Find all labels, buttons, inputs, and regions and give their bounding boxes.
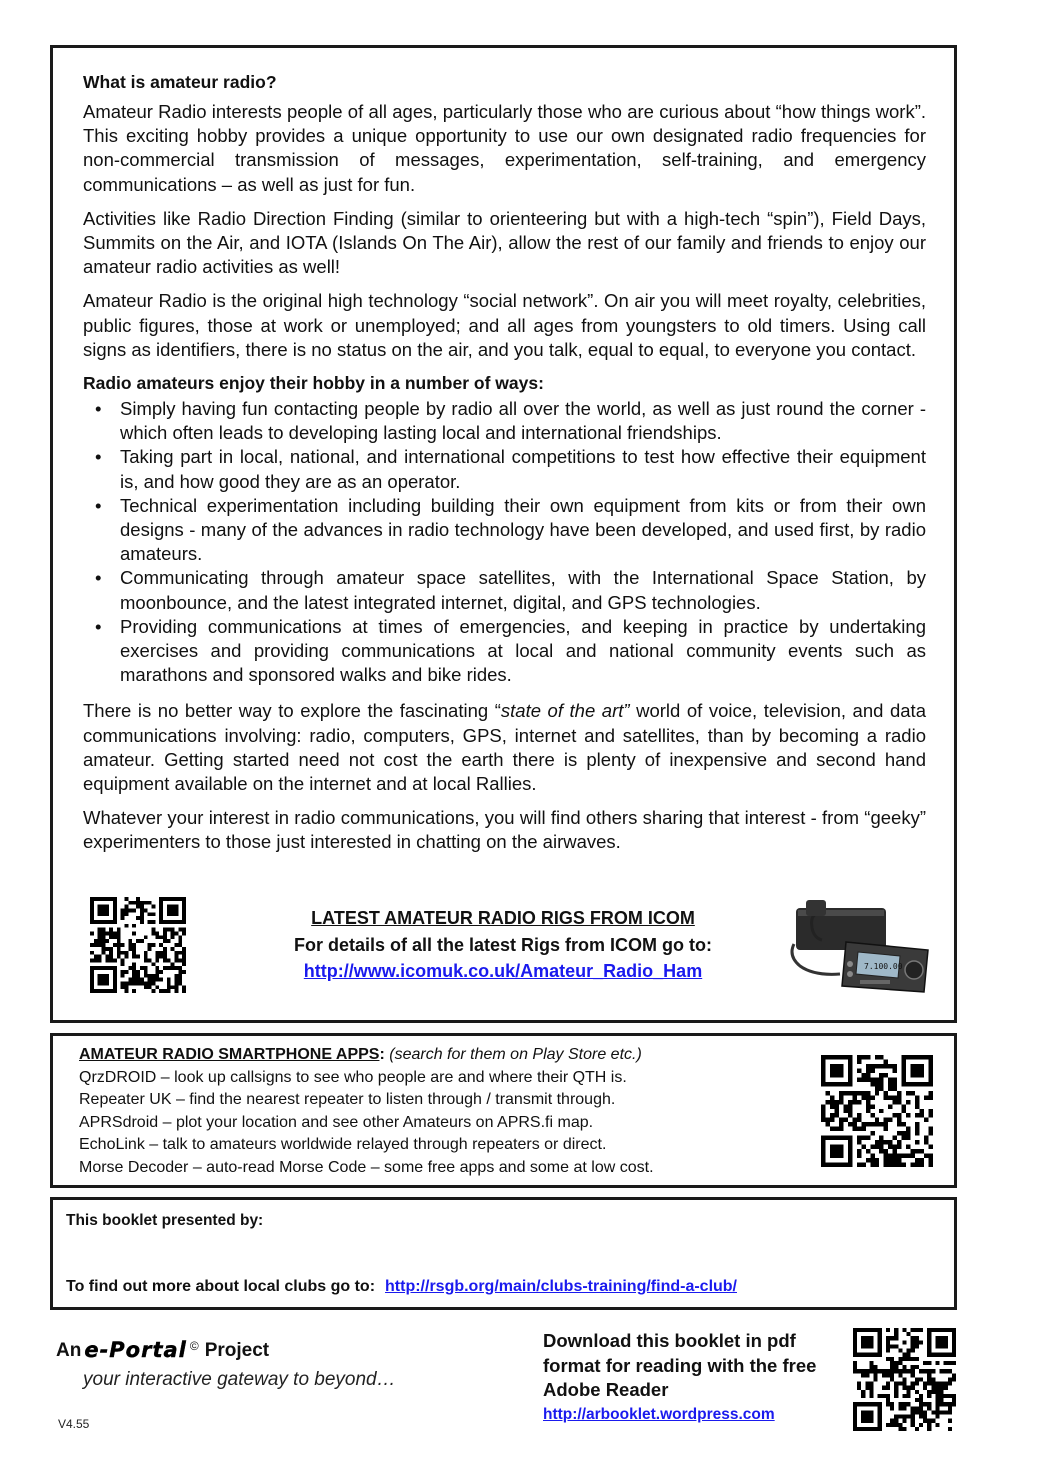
- list-item: EchoLink – talk to amateurs worldwide relayed through repeaters or direct.: [79, 1136, 607, 1153]
- radio-transceiver-icon: [788, 894, 938, 1002]
- booklet-link[interactable]: http://arbooklet.wordpress.com: [543, 1405, 775, 1423]
- clubs-line: [66, 1278, 737, 1296]
- project-credit: [56, 1338, 516, 1391]
- list-item: Morse Decoder – auto-read Morse Code – some free apps and some at low cost.: [79, 1158, 654, 1176]
- social-network-paragraph: Amateur Radio is the original high technology “social network”. On air you will meet royalty, celebrities, public figures, those at work or unemployed; and all ages from youngsters to old timers. Using call signs as identifiers, there is no status on the air, and you talk, equal to equal, to everyone you contact.: [83, 290, 926, 360]
- icom-section: [53, 906, 954, 1016]
- download-text: Download this booklet in pdf format for reading with the free Adobe Reader: [543, 1330, 817, 1400]
- list-item: APRSdroid – plot your location and see other Amateurs on APRS.fi map.: [79, 1113, 594, 1131]
- main-info-box: [50, 45, 957, 1023]
- list-item: • Simply having fun contacting people by radio all over the world, as well as just round the corner - which often leads to developing lasting local and international friendships.: [83, 397, 926, 445]
- icom-title: LATEST AMATEUR RADIO RIGS FROM ICOM: [311, 908, 695, 928]
- presented-by-box: [50, 1197, 957, 1310]
- para4-start: There is no better way to explore the fascinating “: [83, 700, 501, 722]
- para4-end: world of voice, television, and data communications involving: radio, computers, GPS, internet and satellites, than by becoming a radio amateur. Getting started need not cost the earth there is plenty of inexpensive and second hand equipment available on the internet and at local Rallies.: [83, 700, 926, 795]
- list-item: • Communicating through amateur space satellites, with the International Space Station, by moonbounce, and the latest integrated internet, digital, and GPS technologies.: [83, 566, 926, 614]
- clubs-link[interactable]: http://rsgb.org/main/clubs-training/find-a-club/: [385, 1278, 737, 1295]
- radio-display-text: 7.100.00: [864, 962, 903, 971]
- para4-italic: state of the art”: [500, 700, 630, 722]
- activities-paragraph: Activities like Radio Direction Finding (similar to orienteering but with a high-tech “spin”), Field Days, Summits on the Air, and IOTA (Islands On The Air), allow the rest of our family and friends to enjoy our amateur radio activities as well!: [83, 207, 926, 278]
- list-item: • Technical experimentation including building their own equipment from kits or from their own designs - many of the advances in radio technology have been developed, and used first, by radio amateurs.: [83, 494, 926, 567]
- copyright-mark: ©: [189, 1339, 199, 1353]
- closing-paragraph: Whatever your interest in radio communications, you will find others sharing that interest - from “geeky” experimenters to those just interested in chatting on the airwaves.: [83, 807, 926, 853]
- version-label: V4.55: [58, 1417, 90, 1431]
- main-heading: What is amateur radio?: [83, 72, 277, 92]
- presented-by-label: This booklet presented by:: [66, 1212, 264, 1229]
- icom-link[interactable]: http://www.icomuk.co.uk/Amateur_Radio_Ham: [303, 961, 703, 981]
- apps-colon: :: [379, 1046, 385, 1063]
- qr-code-icon: [853, 1327, 956, 1432]
- intro-paragraph: Amateur Radio interests people of all ages, particularly those who are curious about “how things work”. This exciting hobby provides a unique opportunity to use our own designated radio frequencies for non-commercial transmission of messages, experimentation, self-training, and emergency communications – as well as just for fun.: [83, 101, 926, 195]
- e-portal-logo: e-Portal: [84, 1338, 187, 1362]
- icom-details: For details of all the latest Rigs from ICOM go to:: [293, 935, 713, 955]
- list-item: Repeater UK – find the nearest repeater to listen through / transmit through.: [79, 1091, 616, 1108]
- list-item: • Providing communications at times of emergencies, and keeping in practice by undertaking exercises and providing communications at local and national community events such as marathons and sponsored walks and bike rides.: [83, 615, 926, 688]
- ways-list: [83, 397, 926, 687]
- list-item: QrzDROID – look up callsigns to see who people are and where their QTH is.: [79, 1068, 627, 1086]
- apps-header-line: [79, 1044, 819, 1067]
- state-of-art-paragraph: [83, 699, 926, 796]
- apps-hint: (search for them on Play Store etc.): [389, 1046, 642, 1063]
- tagline: your interactive gateway to beyond…: [83, 1369, 396, 1390]
- brand-suffix: Project: [204, 1340, 270, 1361]
- brand-line: [56, 1338, 516, 1362]
- apps-box: [50, 1033, 957, 1188]
- apps-heading: AMATEUR RADIO SMARTPHONE APPS: [79, 1046, 380, 1063]
- brand-prefix: An: [56, 1340, 82, 1361]
- list-item: • Taking part in local, national, and international competitions to test how effective their equipment is, and how good they are as an operator.: [83, 445, 926, 493]
- clubs-text: To find out more about local clubs go to:: [66, 1278, 376, 1295]
- qr-code-icon: [90, 896, 186, 994]
- ways-subheading: Radio amateurs enjoy their hobby in a number of ways:: [83, 373, 544, 394]
- qr-code-icon: [821, 1053, 933, 1169]
- download-block: [543, 1329, 843, 1424]
- apps-text: [79, 1044, 819, 1179]
